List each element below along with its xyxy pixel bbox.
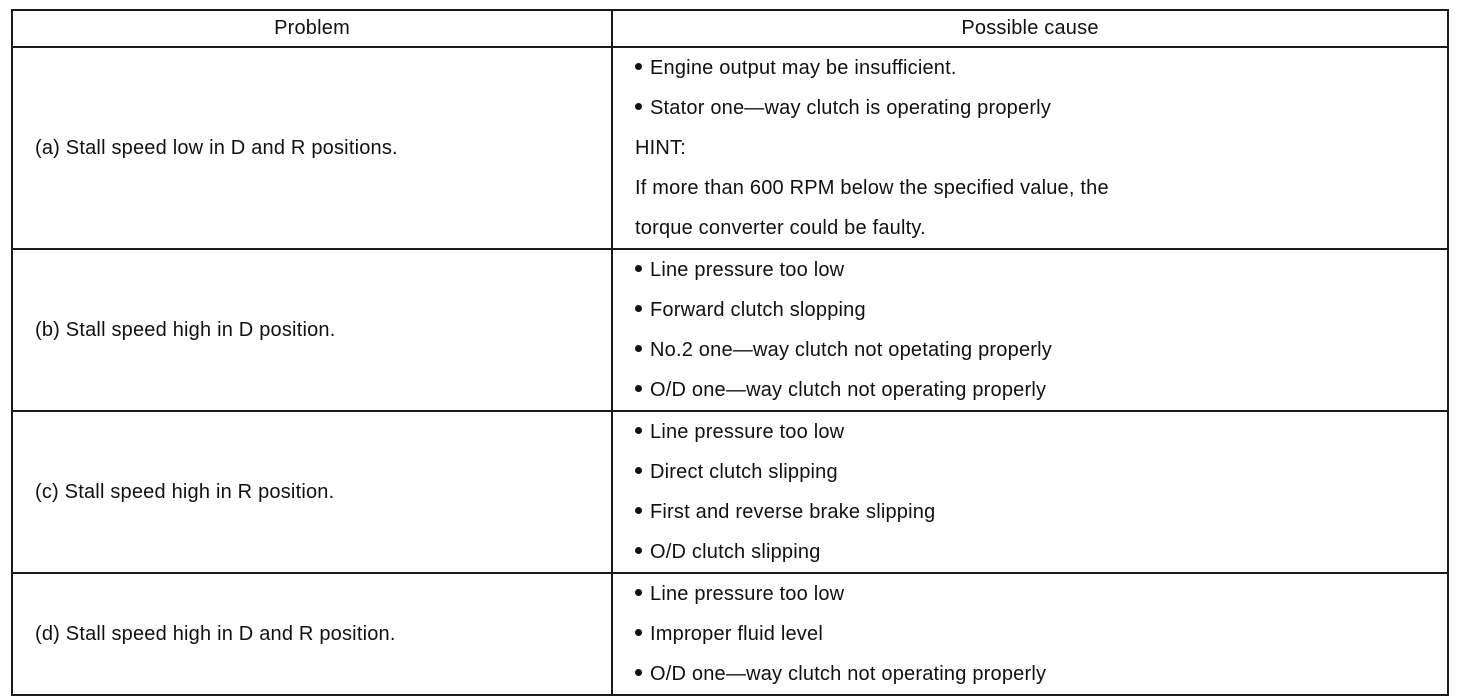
bullet-icon	[635, 103, 642, 110]
bullet-icon	[635, 547, 642, 554]
table-row	[12, 47, 1448, 249]
bullet-icon	[635, 265, 642, 272]
problem-cell: (c) Stall speed high in R position.	[12, 411, 612, 573]
problem-cell: (d) Stall speed high in D and R position.	[12, 573, 612, 695]
bullet-icon	[635, 305, 642, 312]
cause-text: No.2 one—way clutch not opetating properly	[650, 339, 1052, 361]
cause-item	[635, 48, 1447, 88]
cause-text: Line pressure too low	[650, 259, 845, 281]
cause-item	[635, 614, 1447, 654]
cause-item	[635, 330, 1447, 370]
table-row	[12, 411, 1448, 573]
hint-text: torque converter could be faulty.	[635, 217, 926, 239]
cause-text: Engine output may be insufficient.	[650, 57, 957, 79]
table-header-row	[12, 10, 1448, 47]
bullet-icon	[635, 669, 642, 676]
cause-text: Direct clutch slipping	[650, 461, 838, 483]
cause-cell	[612, 573, 1448, 695]
hint-label: HINT:	[635, 137, 686, 159]
cause-item	[635, 88, 1447, 128]
cause-item	[635, 532, 1447, 572]
problem-cell: (a) Stall speed low in D and R positions.	[12, 47, 612, 249]
bullet-icon	[635, 629, 642, 636]
cause-text: Forward clutch slopping	[650, 299, 866, 321]
cause-text: Line pressure too low	[650, 421, 845, 443]
bullet-icon	[635, 507, 642, 514]
bullet-icon	[635, 345, 642, 352]
cause-cell	[612, 47, 1448, 249]
cause-item	[635, 290, 1447, 330]
bullet-icon	[635, 427, 642, 434]
troubleshooting-table	[11, 9, 1449, 696]
cause-item	[635, 492, 1447, 532]
bullet-icon	[635, 467, 642, 474]
cause-text: Line pressure too low	[650, 583, 845, 605]
cause-item	[635, 452, 1447, 492]
table-row	[12, 573, 1448, 695]
hint-text: If more than 600 RPM below the specified value, the	[635, 177, 1109, 199]
cause-item	[635, 370, 1447, 410]
bullet-icon	[635, 385, 642, 392]
header-problem: Problem	[12, 10, 612, 47]
cause-text: O/D one—way clutch not operating properly	[650, 663, 1047, 685]
bullet-icon	[635, 63, 642, 70]
cause-text: O/D clutch slipping	[650, 541, 821, 563]
cause-text: Improper fluid level	[650, 623, 823, 645]
cause-item	[635, 412, 1447, 452]
table-row	[12, 249, 1448, 411]
cause-text: O/D one—way clutch not operating properly	[650, 379, 1047, 401]
cause-item	[635, 250, 1447, 290]
cause-cell	[612, 411, 1448, 573]
cause-item	[635, 574, 1447, 614]
problem-cell: (b) Stall speed high in D position.	[12, 249, 612, 411]
header-possible-cause: Possible cause	[612, 10, 1448, 47]
cause-text: First and reverse brake slipping	[650, 501, 936, 523]
cause-cell	[612, 249, 1448, 411]
bullet-icon	[635, 589, 642, 596]
cause-item	[635, 654, 1447, 694]
cause-text: Stator one—way clutch is operating properly	[650, 97, 1052, 119]
